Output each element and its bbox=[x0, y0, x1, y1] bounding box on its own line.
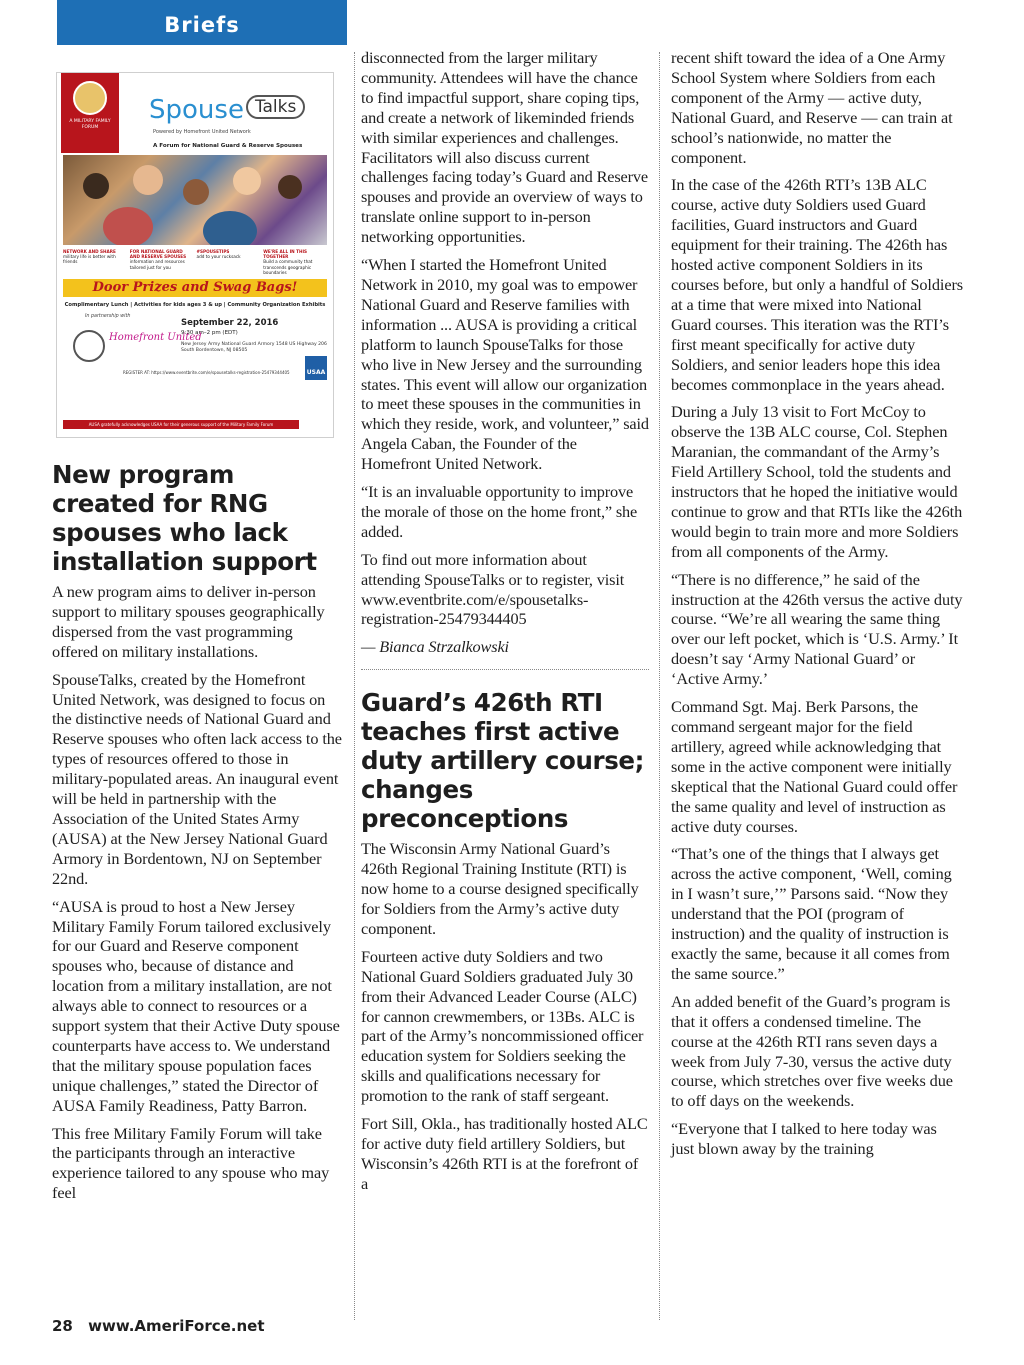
paragraph: The Wisconsin Army National Guard’s 426th Regional Training Institute (RTI) is now home to a course designed specifically for Soldiers from the Army’s active duty component. bbox=[361, 839, 639, 938]
column-2 bbox=[361, 48, 649, 1202]
paragraph: “It is an invaluable opportunity to improve the morale of those on the home front,” she added. bbox=[361, 482, 638, 541]
flyer-blurbs bbox=[63, 249, 327, 275]
spousetalks-flyer-image bbox=[56, 72, 334, 438]
event-date: September 22, 2016 bbox=[181, 318, 279, 328]
badge-text: A MILITARY FAMILY FORUM bbox=[69, 119, 111, 130]
paragraph: SpouseTalks, created by the Homefront United Network, was designed to focus on the distinctive needs of National Guard and Reserve spouses who often lack access to the types of resources offered to those in military-populated areas. An inaugural event will be held in partnership with the Association of the United States Army (AUSA) at the New Jersey National Guard Armory in Bordentown, NJ on September 22nd. bbox=[52, 669, 342, 888]
paragraph: An added benefit of the Guard’s program is that it offers a condensed timeline. The course at the 426th RTI rans seven days a week from July 7-30, versus the active duty course, which stretches over five weeks due to off days on the weekends. bbox=[671, 991, 953, 1111]
ausa-seal-icon bbox=[73, 81, 107, 115]
blurb: FOR NATIONAL GUARD AND RESERVE SPOUSES information and resources tailored just for you bbox=[129, 249, 187, 270]
blurb: NETWORK AND SHARE military life is better with friends bbox=[63, 249, 116, 265]
speech-bubble-icon: Talks bbox=[246, 95, 305, 119]
column-3 bbox=[671, 48, 963, 1167]
page-footer bbox=[52, 1317, 265, 1335]
paragraph: “When I started the Homefront United Network in 2010, my goal was to empower National Guard and Reserve families with information ... AUSA is providing a critical platform to launch SpouseTalks for those who live in New Jersey and the surrounding states. This event will allow our organization to meet these spouses in the communities in which they reside, work, and volunteer,” said Angela Caban, the Founder of the Homefront United Network. bbox=[361, 255, 649, 474]
paragraph: To find out more information about attending SpouseTalks or to register, visit www.eventbrite.com/e/spousetalks-registration-25479344405 bbox=[361, 549, 625, 629]
paragraph: “That’s one of the things that I always get across the active component, ‘Well, coming in I wasn’t sure,’” Parsons said. “Now they understand that the POI (program of instruction) and the quality of instruction is exactly the same, because it all comes from the same source.” bbox=[671, 844, 952, 983]
sponsor-bar: AUSA gratefully acknowledges USAA for their generous support of the Military Family Forum bbox=[63, 420, 299, 429]
usaa-logo: USAA bbox=[305, 356, 327, 380]
paragraph: This free Military Family Forum will take the participants through an interactive experience tailored to any spouse who may feel bbox=[52, 1123, 330, 1203]
paragraph: “There is no difference,” he said of the instruction at the 426th versus the active duty course. “We’re all wearing the same thing over our left pocket, which is ‘U.S. Army.’ It doesn’t say ‘Army National Guard’ or ‘Active Army.’ bbox=[671, 569, 963, 689]
partner-seal-icon bbox=[73, 330, 105, 362]
column-1 bbox=[52, 48, 342, 1211]
paragraph: recent shift toward the idea of a One Army School System where Soldiers from each component of the Army — active duty, National Guard, and Reserve — can train at school’s nationwide, no matter the component. bbox=[671, 48, 953, 167]
blurb: #SPOUSETIPS add to your rucksack bbox=[196, 249, 241, 260]
paragraph: Fort Sill, Okla., has traditionally hosted ALC for active duty field artillery Soldiers, but Wisconsin’s 426th RTI is at the forefront of a bbox=[361, 1114, 648, 1193]
paragraph: Fourteen active duty Soldiers and two National Guard Soldiers graduated July 30 from their Advanced Leader Course (ALC) for cannon crewmembers, or 13Bs. ALC is part of the Army’s noncommissioned officer education system for Soldiers seeking the skills and qualifications necessary for promotion to the rank of staff sergeant. bbox=[361, 946, 644, 1106]
blurb: WE'RE ALL IN THIS TOGETHER Build a community that transcends geographic boundaries bbox=[263, 249, 313, 275]
partnership-label: In partnership with bbox=[85, 314, 131, 319]
register-link: REGISTER AT: https://www.eventbrite.com/e/spousetalks-registration-25479344405 bbox=[123, 370, 290, 375]
page-number: 28 bbox=[52, 1317, 73, 1335]
article-1-title: New program created for RNG spouses who lack installation support bbox=[52, 460, 317, 576]
event-address: New Jersey Army National Guard Armory 1548 US Highway 206 South Bordentown, NJ 08505 bbox=[181, 342, 327, 353]
byline: — Bianca Strzalkowski bbox=[361, 637, 509, 657]
paragraph: disconnected from the larger military community. Attendees will have the chance to find impactful support, share coping tips, and create a network of likeminded friends with similar experiences and challenges. Facilitators will also discuss current challenges facing today’s Guard and Reserve spouses and provide an overview of ways to translate online support to in-person networking opportunities. bbox=[361, 48, 648, 247]
column-divider bbox=[659, 52, 660, 1320]
forum-badge bbox=[61, 73, 119, 153]
powered-by: Powered by Homefront United Network bbox=[153, 129, 251, 135]
website-url: www.AmeriForce.net bbox=[88, 1317, 265, 1335]
event-time: 9:30 am–2 pm (EDT) bbox=[181, 330, 238, 336]
complimentary-line: Complimentary Lunch | Activities for kids ages 3 & up | Community Organization Exhibits bbox=[64, 302, 326, 308]
spouses-group-photo bbox=[63, 155, 327, 245]
homefront-logo: Homefront United bbox=[109, 332, 202, 343]
article-divider bbox=[361, 669, 649, 670]
paragraph: “AUSA is proud to host a New Jersey Military Family Forum tailored exclusively for our Guard and Reserve component spouses who, because of distance and location from a military installation, are not always able to connect to resources or a support system that their Active Duty spouse counterparts have access to. We understand that the military spouse population faces unique challenges,” stated the Director of AUSA Family Readiness, Patty Barron. bbox=[52, 896, 340, 1115]
paragraph: A new program aims to deliver in-person support to military spouses geographically dispersed from the vast programming offered on military installations. bbox=[52, 582, 325, 661]
forum-line: A Forum for National Guard & Reserve Spouses bbox=[153, 143, 303, 149]
column-divider bbox=[354, 52, 355, 1320]
paragraph: “Everyone that I talked to here today was just blown away by the training bbox=[671, 1119, 937, 1159]
spousetalks-logo: Spouse Talks bbox=[149, 95, 305, 125]
article-2-title: Guard’s 426th RTI teaches first active duty artillery course; changes preconceptions bbox=[361, 688, 644, 834]
paragraph: During a July 13 visit to Fort McCoy to observe the 13B ALC course, Col. Stephen Maranian, the commandant of the Army’s Field Artillery School, told the students and instructors that he hoped the initiative would continue to grow and that RTIs like the 426th would begin to train more and more Soldiers from all components of the Army. bbox=[671, 402, 963, 561]
paragraph: In the case of the 426th RTI’s 13B ALC course, active duty Soldiers used Guard facilities, Guard instructors and Guard equipment for their training. The 426th has hosted active component Soldiers in its courses before, but only a handful of Soldiers at a time that were mixed into National Guard courses. This iteration was the RTI’s first meant specifically for active duty Soldiers, and senior leaders hope this idea becomes commonplace in the years ahead. bbox=[671, 175, 964, 394]
prizes-banner: Door Prizes and Swag Bags! bbox=[63, 279, 327, 297]
section-header: Briefs bbox=[57, 0, 347, 45]
paragraph: Command Sgt. Maj. Berk Parsons, the command sergeant major for the field artillery, agreed while acknowledging that some in the active component were initially skeptical that the National Guard could offer the same quality and level of instruction as active duty courses. bbox=[671, 697, 958, 836]
